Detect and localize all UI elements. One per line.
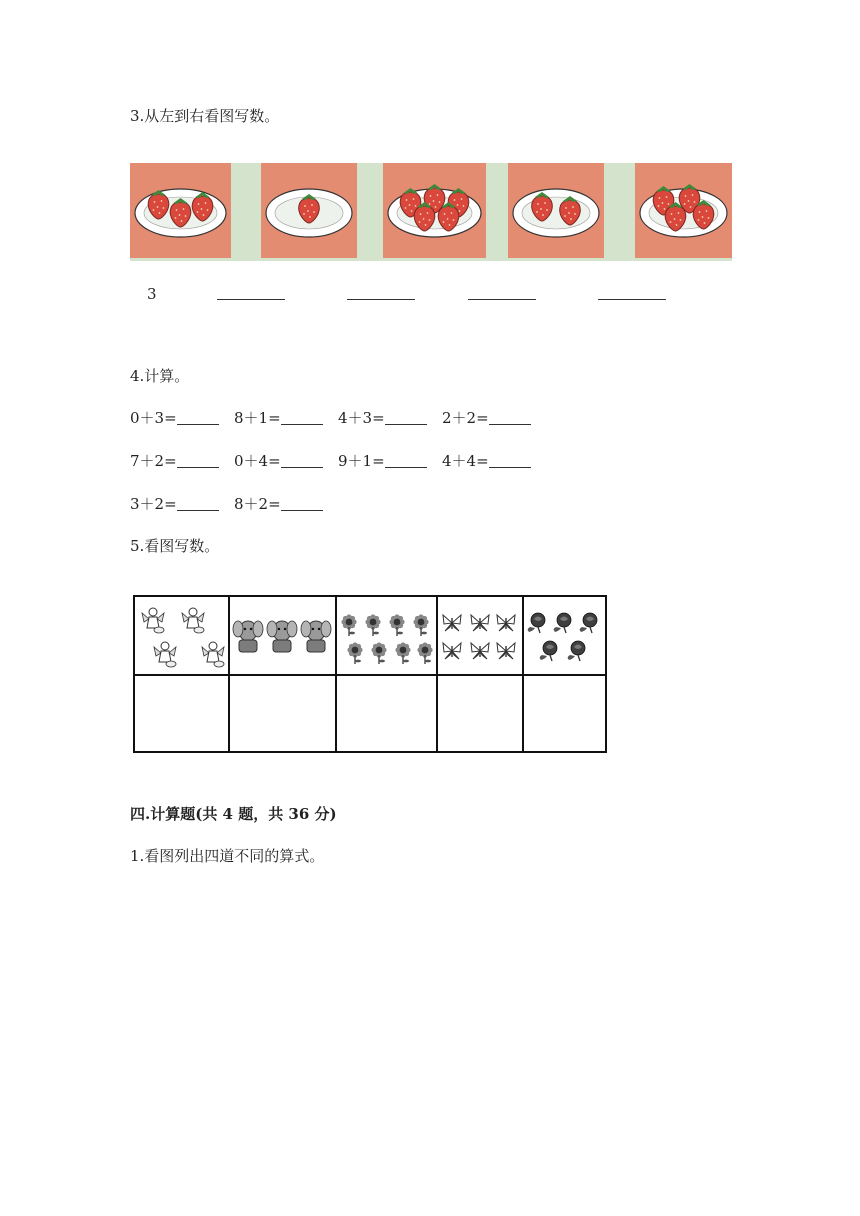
calc-problem — [130, 451, 219, 471]
calc-expression: 0＋4= — [234, 452, 281, 470]
picture-cell-elephants — [230, 597, 335, 674]
calc-answer-blank[interactable] — [281, 496, 323, 511]
answer-blank-2[interactable] — [217, 299, 285, 300]
calc-answer-blank[interactable] — [177, 410, 219, 425]
question-4-title: 4.计算。 — [130, 367, 190, 385]
strawberry-panel-1 — [130, 163, 231, 258]
strawberry-strip — [130, 163, 732, 261]
calc-problem — [442, 451, 531, 471]
elephant-icon — [230, 597, 335, 674]
calc-answer-blank[interactable] — [281, 410, 323, 425]
calc-problem — [234, 451, 323, 471]
section-4-heading: 四.计算题(共 4 题，共 36 分) — [130, 805, 337, 823]
answer-blank-4[interactable] — [468, 299, 536, 300]
picture-table — [133, 595, 607, 753]
strawberry-plate-icon — [261, 163, 357, 258]
calc-expression: 9＋1= — [338, 452, 385, 470]
calc-problem — [234, 494, 323, 514]
answer-cell-4[interactable] — [438, 676, 522, 751]
picture-cell-sunflowers — [337, 597, 436, 674]
rose-icon — [524, 597, 605, 674]
answer-cell-5[interactable] — [524, 676, 605, 751]
strawberry-panel-3 — [383, 163, 486, 258]
strawberry-plate-icon — [130, 163, 231, 258]
calc-expression: 8＋1= — [234, 409, 281, 427]
calc-expression: 3＋2= — [130, 495, 177, 513]
picture-cell-roses — [524, 597, 605, 674]
picture-cell-angels — [135, 597, 228, 674]
calc-problem — [442, 408, 531, 428]
calc-problem — [130, 408, 219, 428]
strawberry-panel-2 — [261, 163, 357, 258]
answer-first: 3 — [147, 285, 157, 303]
question-5-title: 5.看图写数。 — [130, 537, 220, 555]
question-3-title: 3.从左到右看图写数。 — [130, 107, 280, 125]
calc-problem — [130, 494, 219, 514]
calc-answer-blank[interactable] — [177, 453, 219, 468]
answer-cell-1[interactable] — [135, 676, 228, 751]
sunflower-icon — [337, 597, 436, 674]
strawberry-panel-5 — [635, 163, 732, 258]
calc-expression: 4＋4= — [442, 452, 489, 470]
section-4-question-1: 1.看图列出四道不同的算式。 — [130, 847, 325, 865]
picture-cell-butterflies — [438, 597, 522, 674]
calc-expression: 7＋2= — [130, 452, 177, 470]
calc-expression: 4＋3= — [338, 409, 385, 427]
calc-expression: 2＋2= — [442, 409, 489, 427]
answer-cell-2[interactable] — [230, 676, 335, 751]
strawberry-plate-icon — [383, 163, 486, 258]
calc-problem — [338, 451, 427, 471]
strawberry-panel-4 — [508, 163, 604, 258]
calc-expression: 0＋3= — [130, 409, 177, 427]
butterfly-icon — [438, 597, 522, 674]
calc-answer-blank[interactable] — [177, 496, 219, 511]
strawberry-plate-icon — [508, 163, 604, 258]
calc-expression: 8＋2= — [234, 495, 281, 513]
calc-answer-blank[interactable] — [385, 410, 427, 425]
answer-blank-3[interactable] — [347, 299, 415, 300]
calc-answer-blank[interactable] — [281, 453, 323, 468]
calc-answer-blank[interactable] — [489, 410, 531, 425]
calc-answer-blank[interactable] — [489, 453, 531, 468]
calc-problem — [338, 408, 427, 428]
calc-problem — [234, 408, 323, 428]
answer-blank-5[interactable] — [598, 299, 666, 300]
calc-answer-blank[interactable] — [385, 453, 427, 468]
answer-cell-3[interactable] — [337, 676, 436, 751]
angel-icon — [135, 597, 228, 674]
strawberry-plate-icon — [635, 163, 732, 258]
